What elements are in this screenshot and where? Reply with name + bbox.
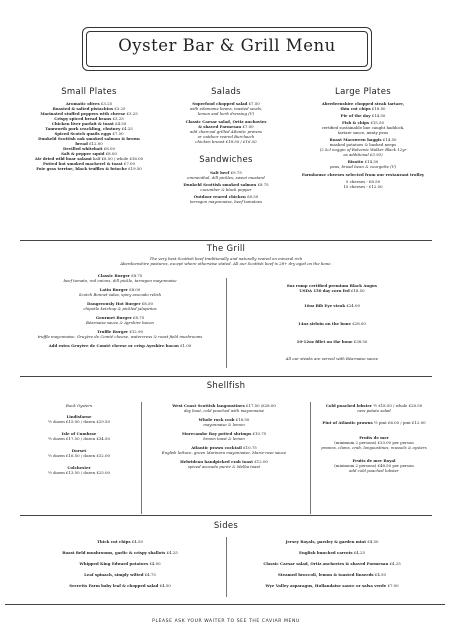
shellfish-list	[144, 403, 304, 469]
list-item: Morecambe Bay potted shrimps £10.75	[181, 431, 267, 436]
list-item: Superfood chopped salad £7.50	[192, 101, 260, 106]
list-item: Add extra Gruyère de Comté cheese or crisp Ayrshire bacon £1.00	[48, 343, 192, 348]
list-item: Jersey Royals, parsley & garden mint £4.50	[285, 539, 379, 544]
grill-intro-line: Aberdeenshire pastures, except where otherwise stated. All our Scottish beef is 28+ dry aged on the bone.	[120, 261, 332, 266]
item-description: cucumber & black pepper	[200, 187, 252, 192]
list-item: Roast Macsween haggis £14.50	[329, 137, 397, 142]
list-item: Colchester	[67, 465, 91, 470]
large-plates-list	[294, 101, 432, 189]
list-item: Spiced Scotch quails eggs £7.50	[54, 131, 124, 136]
list-item: Roasted & salted pistachios £3.25	[52, 106, 126, 111]
item-price: ½ dozen £13.50 / dozen £25.00	[48, 470, 110, 475]
list-item: West Coast Scottish langoustines £17.50 /£28.00	[172, 403, 276, 408]
oysters-list	[20, 403, 138, 475]
sides-left-list	[20, 539, 220, 588]
list-item: Roast field mushrooms, garlic & crispy shallots £4.25	[62, 550, 178, 555]
item-description: add charcoal grilled Atlantic prawns	[190, 129, 262, 134]
list-item: Aromatic olives £3.25	[65, 101, 113, 106]
item-description: beef tomato, red onions, dill pickle, tarragon mayonnaise	[63, 278, 177, 283]
list-item: Fruits de mer Royal	[352, 458, 396, 463]
list-item: USDA 150 day corn fed £18.50	[299, 288, 365, 293]
grill-intro-line: The very best Scottish beef traditionally and naturally reared on mineral rich	[149, 256, 303, 261]
list-item: thin cut chips £18.50	[340, 106, 386, 111]
grill-intro	[20, 256, 432, 266]
item-price: ½ dozen £16.50 / dozen £32.00	[48, 453, 110, 458]
sides-column-divider	[226, 537, 227, 597]
item-description: as additional £3.95)	[343, 152, 383, 157]
list-item: Hebridean handpicked crab toast £12.00	[180, 459, 268, 464]
small-plates-list	[20, 101, 158, 171]
item-description: emmenthal, dill pickles, sweet mustard	[187, 175, 265, 180]
shellfish-column-divider	[141, 402, 142, 514]
item-description: or outdoor reared Burclauch	[197, 134, 255, 139]
list-item: Leaf spinach, simply wilted £4.75	[84, 572, 156, 577]
sandwiches-heading: Sandwiches	[199, 155, 253, 165]
list-item: 14oz sirloin on the bone £28.00	[298, 321, 366, 326]
item-description: chipotle ketchup & pickled jalapeños	[83, 306, 157, 311]
list-item: Classic Burger £8.75	[97, 273, 143, 278]
list-item: Aberdeenshire chopped steak tartare,	[321, 101, 405, 106]
list-item: Risotto £14.50	[347, 159, 379, 164]
item-description: certified sustainable line caught haddock,	[321, 125, 405, 130]
oysters-title: Rock Oysters	[65, 403, 93, 408]
list-item: Isle of Cumbrae	[61, 431, 97, 436]
section-divider	[20, 240, 432, 241]
item-description: 5 cheeses - £8.50	[345, 179, 381, 184]
item-description: peas, broad bean & courgette (V)	[329, 164, 397, 169]
list-item: Fruits de mer	[359, 435, 389, 440]
item-description: Béarnaise sauce & Ayrshire bacon	[86, 320, 154, 325]
list-item: 8oz rump certified premium Black Angus	[287, 283, 377, 288]
section-divider	[20, 515, 432, 516]
list-item: Foie gras terrine, black truffles & brioche £19.50	[36, 166, 142, 171]
item-description: chicken breast £18.50 / £16.50	[195, 139, 257, 144]
item-price: (minimum 2 persons) £33.00 per person	[334, 440, 414, 445]
list-item: Fish & chips £15.50	[342, 120, 384, 125]
sides-right-list	[232, 539, 432, 588]
list-item: 10-12oz fillet on the bone £38.50	[296, 339, 368, 344]
list-item: Steamed broccoli, lemon & toasted linseeds £4.50	[277, 572, 387, 577]
small-plates-heading: Small Plates	[61, 87, 117, 97]
item-description: spiced avocado purée & Melba toast	[187, 464, 261, 469]
shellfish-platters	[313, 403, 435, 473]
item-price: (minimum 2 persons) £48.50 per person	[334, 463, 414, 468]
item-description: tartare sauce, minty peas	[337, 130, 389, 135]
steak-note: All our steaks are served with Béarnaise sauce	[285, 356, 379, 361]
list-item: Pie of the day £14.50	[340, 113, 386, 118]
grill-column-divider	[226, 278, 227, 368]
grill-heading: The Grill	[206, 244, 246, 254]
item-description: tarragon mayonnaise, beef tomatoes	[189, 199, 263, 204]
grill-burgers	[20, 273, 220, 348]
list-item: Marinated stuffed peppers with cheese £3.25	[40, 111, 138, 116]
list-item: Latin Burger £8.00	[99, 287, 141, 292]
list-item: Whipped King Edward potatoes £4.00	[79, 561, 161, 566]
list-item: Devilled whitebait £8.00	[63, 146, 115, 151]
list-item: Classic Caesar salad, Ortiz anchovies	[185, 119, 267, 124]
item-description: Scotch Bonnet salsa, spicy avocado relish	[78, 292, 162, 297]
grill-steaks	[232, 283, 432, 361]
list-item: Secretts Farm baby leaf & chopped salad £4.50	[69, 583, 171, 588]
large-plates-heading: Large Plates	[335, 87, 391, 97]
item-description: English lettuce, green Marinara mayonnaise, Marie-rose sauce	[161, 450, 287, 455]
item-description: day boat, cold poached with mayonnaise	[183, 408, 265, 413]
list-item: Cold poached lobster ½ £18.50 / whole £28.50	[325, 403, 423, 408]
item-description: brown toast & lemon	[203, 436, 245, 441]
list-item: Classic Caesar salad, Ortiz anchovies & shaved Parmesan £4.25	[263, 561, 401, 566]
item-price: ½ dozen £17.50 / dozen £34.50	[48, 436, 110, 441]
list-item: Dangerously Hot Burger £8.50	[87, 301, 153, 306]
list-item: Whole rock crab £18.50	[198, 417, 250, 422]
list-item: 10oz Rib Eye steak £24.00	[304, 303, 360, 308]
list-item: Atlantic prawn cocktail £10.75	[191, 445, 257, 450]
list-item: Salt & pepper squid £8.00	[61, 151, 117, 156]
list-item: Gourmet Burger £8.75	[95, 315, 145, 320]
item-description: mayonnaise & lemon	[203, 422, 245, 427]
menu-title: Oyster Bar & Grill Menu	[118, 36, 336, 55]
item-description: mashed potatoes & bashed neeps	[329, 142, 397, 147]
shellfish-heading: Shellfish	[206, 381, 246, 391]
list-item: Air dried wild boar salami half £8.50 / whole £16.00	[34, 156, 144, 161]
item-description: (2.5cl noggin of Balvenie Walker Black 12yr	[319, 147, 407, 152]
item-description: new potato salad	[357, 408, 391, 413]
list-item: Wye Valley asparagus, Hollandaise sauce or salsa verde £7.00	[265, 583, 399, 588]
sandwiches-list	[158, 170, 294, 204]
list-item: Truffle Burger £12.90	[97, 329, 143, 334]
list-item: Dunkeld Scottish oak smoked salmon & brown bread £12.00	[38, 136, 140, 146]
list-item: English bunched carrots £4.25	[299, 550, 365, 555]
sides-heading: Sides	[213, 521, 239, 531]
item-description: 10 cheeses - £12.50	[343, 184, 383, 189]
item-description: add cold poached lobster	[349, 468, 399, 473]
list-item: Tamworth pork crackling, chutney £4.25	[45, 126, 133, 131]
list-item: Outdoor reared chicken £8.50	[193, 194, 259, 199]
salads-heading: Salads	[211, 87, 241, 97]
shellfish-column-divider	[310, 402, 311, 514]
list-item: Dunkeld Scottish smoked salmon £8.75	[183, 182, 269, 187]
list-item: Salt beef £9.75	[210, 170, 242, 175]
item-description: prawns, clams, crab, langoustines, mussels & oysters	[321, 445, 427, 450]
list-item: Potted hot smoked mackerel & toast £7.00	[43, 161, 135, 166]
list-item: Farmhouse cheeses selected from our restaurant trolley	[301, 172, 425, 177]
list-item: Crispy spiced bread beans £3.25	[54, 116, 124, 121]
section-divider	[20, 376, 432, 377]
list-item: Pint of Atlantic prawns ½ pint £6.00 / pint £12.00	[322, 420, 426, 425]
list-item: Lindisfarne	[66, 414, 92, 419]
item-price: ½ dozen £15.00 / dozen £29.50	[48, 419, 110, 424]
list-item: Dorset	[71, 448, 87, 453]
list-item: Chicken liver parfait & toast £4.50	[51, 121, 127, 126]
list-item: & shaved Parmesan £7.00	[198, 124, 254, 129]
salads-list	[158, 101, 294, 144]
item-description: with edamame beans, toasted seeds,	[189, 106, 263, 111]
caviar-footer: PLEASE ASK YOUR WAITER TO SEE THE CAVIAR MENU	[152, 619, 300, 624]
item-description: lemon and herb dressing (V)	[197, 111, 255, 116]
item-description: truffle mayonnaise, Gruyère de Comté cheese, watercress & roast field mushrooms	[37, 334, 203, 339]
list-item: Thick cut chips £4.50	[97, 539, 143, 544]
